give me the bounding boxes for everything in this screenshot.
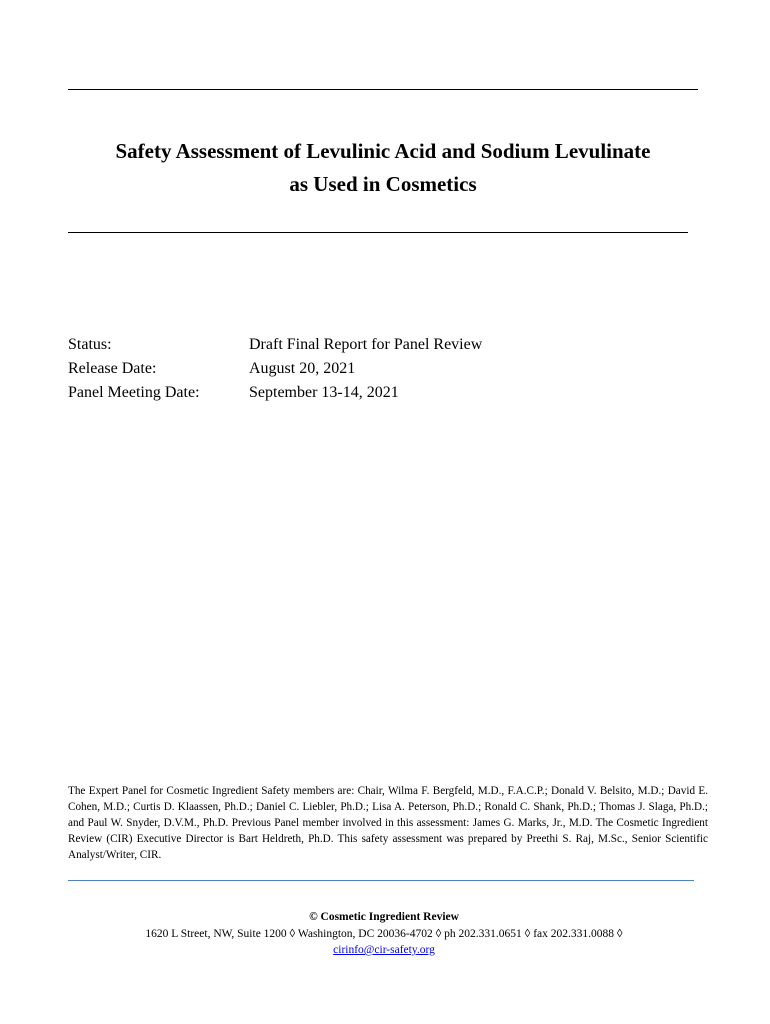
top-rule: [68, 89, 698, 90]
address-line: 1620 L Street, NW, Suite 1200 ◊ Washington, DC 20036-4702 ◊ ph 202.331.0651 ◊ fax 202.331.0088 ◊: [145, 927, 623, 940]
release-date-label: Release Date:: [68, 360, 157, 377]
panel-meeting-date-row: [68, 381, 482, 405]
footer-rule: [68, 880, 694, 881]
panel-meeting-date-label: Panel Meeting Date:: [68, 384, 200, 401]
footer: [68, 909, 700, 959]
release-date-value: August 20, 2021: [249, 360, 356, 377]
title-line-2: as Used in Cosmetics: [289, 172, 477, 196]
copyright-line: © Cosmetic Ingredient Review: [309, 911, 459, 923]
email-link[interactable]: cirinfo@cir-safety.org: [333, 944, 435, 956]
title-line-1: Safety Assessment of Levulinic Acid and Sodium Levulinate: [115, 139, 651, 163]
title-bottom-rule: [68, 232, 688, 233]
document-title: [68, 135, 698, 201]
expert-panel-note: The Expert Panel for Cosmetic Ingredient Safety members are: Chair, Wilma F. Bergfeld, M.D., F.A.C.P.; Donald V. Belsito, M.D.; David E. Cohen, M.D.; Curtis D. Klaassen, Ph.D.; Daniel C. Liebler, Ph.D.; Lisa A. Peterson, Ph.D.; Ronald C. Shank, Ph.D.; Thomas J. Slaga, Ph.D.; and Paul W. Snyder, D.V.M., Ph.D. Previous Panel member involved in this assessment: James G. Marks, Jr., M.D. The Cosmetic Ingredient Review (CIR) Executive Director is Bart Heldreth, Ph.D. This safety assessment was prepared by Preethi S. Raj, M.Sc., Senior Scientific Analyst/Writer, CIR.: [68, 785, 708, 861]
status-label: Status:: [68, 336, 112, 353]
status-row: [68, 333, 482, 357]
release-date-row: [68, 357, 482, 381]
status-value: Draft Final Report for Panel Review: [249, 336, 483, 353]
panel-meeting-date-value: September 13-14, 2021: [249, 384, 399, 401]
metadata-block: [68, 333, 482, 405]
